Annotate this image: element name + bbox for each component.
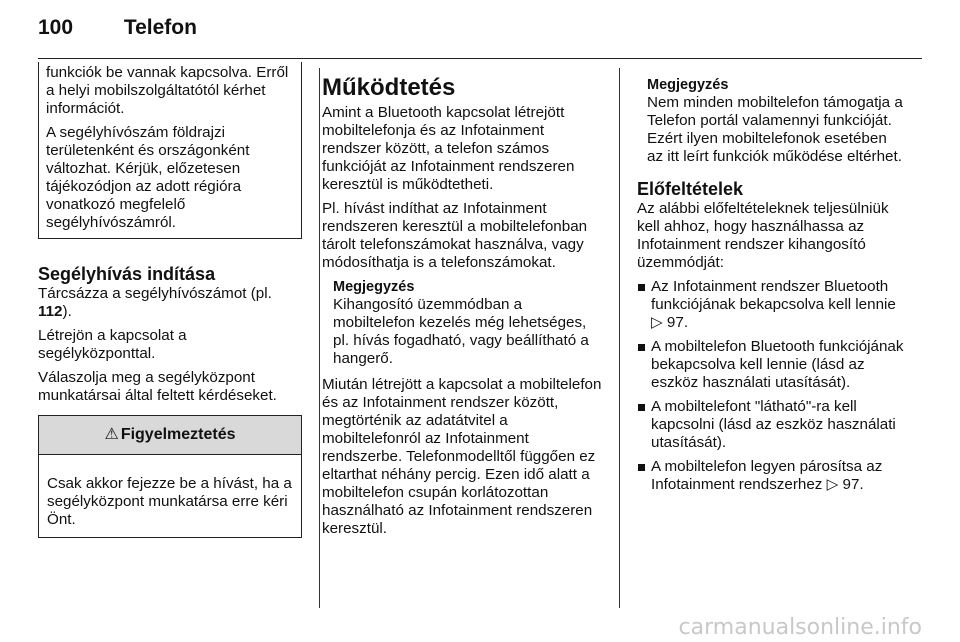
column-divider	[319, 68, 320, 608]
bullet-square-icon	[638, 404, 645, 411]
page-reference[interactable]: 97.	[666, 314, 689, 331]
paragraph: Az alábbi előfeltételeknek teljesülniük kell ahhoz, hogy használhassa az Infotainment rendszer kihangosító üzemmódját:	[637, 200, 889, 271]
note-text: Kihangosító üzemmódban a mobiltelefon kezelés még lehetséges, pl. hívás fogadható, vagy beállítható a hangerő.	[333, 296, 589, 367]
watermark: carmanualsonline.info	[678, 615, 922, 640]
list-item: A mobiltelefont "látható"-ra kell kapcsolni (lásd az eszköz használati utasítását).	[637, 398, 905, 452]
reference-arrow-icon: ▷	[651, 314, 663, 331]
column-right	[637, 74, 905, 500]
page-header	[38, 16, 197, 40]
emergency-call-heading: Segélyhívás indítása	[38, 264, 216, 284]
box-paragraph: A segélyhívószám földrajzi területenként és országonként változhat. Kérjük, előzetesen tájékozódjon az adott régióra vonatkozó megfelelő segélyhívószámról.	[46, 124, 250, 231]
paragraph: Pl. hívást indíthat az Infotainment rendszeren keresztül a mobiltelefonban tárolt telefonszámokat használva, vagy módosíthatja is a telefonszámokat.	[322, 200, 588, 271]
column-left	[38, 62, 302, 538]
box-paragraph: funkciók be vannak kapcsolva. Erről a helyi mobilszolgáltatótól kérhet információt.	[46, 64, 289, 117]
page-reference[interactable]: 97.	[842, 476, 864, 493]
warning-body: Csak akkor fejezze be a hívást, ha a segélyközpont munkatársa erre kéri Önt.	[47, 475, 292, 528]
bullet-square-icon	[638, 284, 645, 291]
list-item: A mobiltelefon Bluetooth funkciójának bekapcsolva kell lennie (lásd az eszköz használati utasítását).	[637, 338, 905, 392]
note-text: Nem minden mobiltelefon támogatja a Telefon portál valamennyi funkcióját. Ezért ilyen mobiltelefonok esetében az itt leírt funkciók működése eltérhet.	[647, 94, 903, 165]
bullet-square-icon	[638, 464, 645, 471]
paragraph: Miután létrejött a kapcsolat a mobiltelefon és az Infotainment rendszer között, megtörténik az adatátvitel a mobiltelefonról az Infotainment rendszerbe. Telefonmodelltől függően ez eltarthat néhány percig. Ezen idő alatt a mobiltelefon csupán korlátozottan használható az Infotainment rendszeren keresztül.	[322, 376, 602, 537]
prerequisites-list	[637, 278, 905, 494]
note-label: Megjegyzés	[333, 279, 415, 295]
warning-triangle-icon: ⚠	[104, 426, 119, 443]
note-label: Megjegyzés	[647, 77, 729, 93]
paragraph: Válaszolja meg a segélyközpont munkatársai által feltett kérdéseket.	[38, 369, 277, 404]
header-rule	[38, 58, 922, 59]
continued-box	[38, 62, 302, 239]
reference-arrow-icon: ▷	[826, 476, 839, 493]
paragraph: Amint a Bluetooth kapcsolat létrejött mobiltelefonja és az Infotainment rendszer között, a telefon számos funkcióját az Infotainment rendszeren keresztül is működtetheti.	[322, 104, 575, 193]
page-reference[interactable]: 112	[38, 303, 63, 320]
operation-heading: Működtetés	[322, 74, 456, 101]
column-divider	[619, 68, 620, 608]
bullet-square-icon	[638, 344, 645, 351]
prerequisites-heading: Előfeltételek	[637, 179, 744, 199]
column-middle	[322, 74, 604, 544]
list-item: A mobiltelefon legyen párosítsa az Infotainment rendszerhez ▷ 97.	[637, 458, 905, 494]
warning-box	[38, 415, 302, 538]
paragraph: Tárcsázza a segélyhívószámot (pl. 112).	[38, 285, 272, 320]
note	[637, 76, 905, 166]
warning-title: Figyelmeztetés	[120, 426, 236, 443]
paragraph: Létrejön a kapcsolat a segélyközponttal.	[38, 327, 187, 362]
section-title: Telefon	[123, 16, 197, 39]
warning-header	[39, 416, 301, 455]
list-item: Az Infotainment rendszer Bluetooth funkciójának bekapcsolva kell lennie ▷ 97.	[637, 278, 905, 332]
page-number: 100	[38, 16, 74, 39]
note	[322, 278, 604, 368]
